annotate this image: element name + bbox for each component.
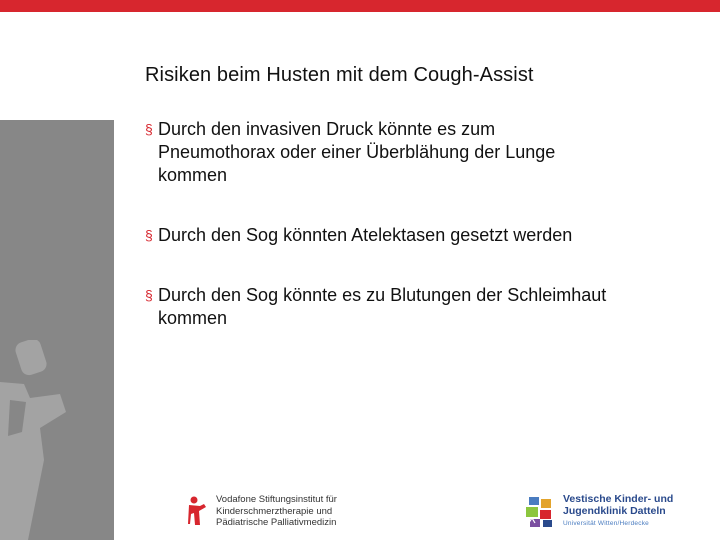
bullet-item	[145, 284, 705, 330]
institute-logo	[188, 494, 376, 529]
side-panel	[0, 120, 114, 540]
bullet-line: Durch den Sog könnten Atelektasen gesetzt werden	[158, 225, 573, 245]
bullet-marker: §	[145, 287, 153, 303]
bullet-line: Durch den invasiven Druck könnte es zum	[158, 119, 496, 139]
bullet-text	[158, 225, 572, 245]
clinic-blocks-icon	[525, 496, 557, 528]
bullet-marker: §	[145, 227, 153, 243]
bullet-marker: §	[145, 121, 153, 137]
clinic-logo-text	[563, 494, 673, 530]
bullet-item	[145, 224, 705, 247]
bullet-line: Durch den Sog könnte es zu Blutungen der Schleimhaut	[158, 285, 607, 305]
bullet-line: Pneumothorax oder einer Überblähung der Lunge	[158, 142, 556, 162]
top-accent-bar	[0, 0, 720, 12]
logo-line: Kinderschmerztherapie und	[216, 505, 333, 517]
logo-line: Jugendklinik Datteln	[563, 504, 666, 517]
bullet-item	[145, 118, 705, 187]
bullet-text	[158, 119, 555, 185]
logo-line: Vestische Kinder- und	[563, 493, 674, 505]
logo-subline: Universität Witten/Herdecke	[563, 520, 649, 527]
bullet-text	[158, 285, 606, 328]
figure-icon	[0, 340, 114, 540]
child-figure-icon	[188, 496, 208, 526]
bullet-list	[145, 118, 705, 330]
bullet-line: kommen	[158, 165, 228, 185]
institute-logo-text	[216, 494, 376, 529]
logo-line: Pädiatrische Palliativmedizin	[216, 517, 337, 528]
logo-line: Vodafone Stiftungsinstitut für	[216, 494, 337, 505]
bullet-line: kommen	[158, 308, 228, 328]
clinic-logo	[525, 494, 673, 530]
slide-title: Risiken beim Husten mit dem Cough-Assist	[145, 64, 534, 86]
